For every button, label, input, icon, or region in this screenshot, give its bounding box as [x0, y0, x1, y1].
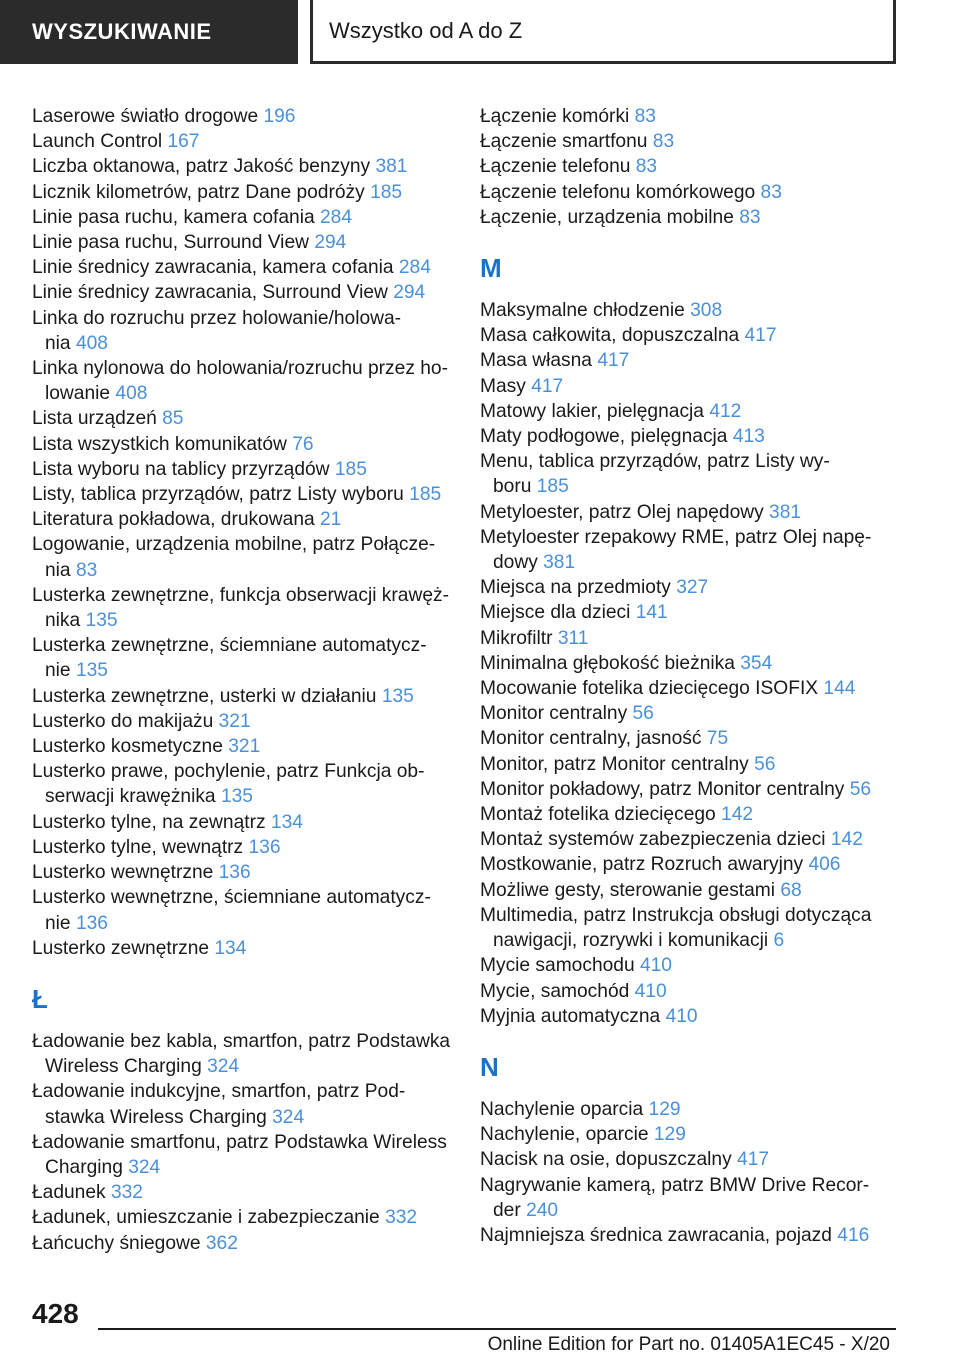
chapter-title: Wszystko od A do Z — [329, 17, 523, 43]
page-reference-link[interactable]: 141 — [635, 602, 668, 624]
entry-group-l — [32, 104, 452, 961]
index-entry — [32, 835, 452, 860]
index-entry-text: Ładowanie indukcyjne, smartfon, patrz Pod- stawka Wireless Charging — [32, 1081, 406, 1128]
index-entry — [480, 180, 890, 205]
index-entry-text: Łączenie smartfonu — [480, 131, 653, 153]
index-entry — [480, 298, 890, 323]
index-entry-text: Masa całkowita, dopuszczalna — [480, 325, 745, 347]
index-entry — [480, 701, 890, 726]
index-entry-text: Możliwe gesty, sterowanie gestami — [480, 879, 781, 901]
index-entry-text: Logowanie, urządzenia mobilne, patrz Połącze- nia — [32, 534, 436, 581]
page-reference-link[interactable]: 324 — [207, 1056, 240, 1078]
page-reference-link[interactable]: 327 — [676, 577, 709, 599]
index-entry — [480, 852, 890, 877]
index-entry-text: Monitor, patrz Monitor centralny — [480, 753, 755, 775]
index-entry — [480, 399, 890, 424]
index-entry — [32, 306, 452, 356]
letter-heading-m: M — [480, 253, 502, 284]
index-entry-text: Licznik kilometrów, patrz Dane podróży — [32, 181, 371, 203]
index-entry-text: Lusterko tylne, wewnątrz — [32, 836, 249, 858]
index-entry — [480, 424, 890, 449]
index-column-right — [480, 104, 890, 1248]
index-entry-text: Mikrofiltr — [480, 627, 558, 649]
index-entry — [480, 1147, 890, 1172]
index-entry-text: Linka do rozruchu przez holowanie/holowa- nia — [32, 307, 402, 354]
page-reference-link[interactable]: 308 — [690, 300, 723, 322]
page-reference-link[interactable]: 417 — [744, 325, 777, 347]
index-entry-text: Laserowe światło drogowe — [32, 106, 264, 127]
page-reference-link[interactable]: 136 — [75, 912, 108, 934]
index-entry — [32, 885, 452, 935]
page-reference-link[interactable]: 83 — [635, 156, 658, 178]
index-entry-text: Monitor centralny, jasność — [480, 728, 707, 750]
page-reference-link[interactable]: 144 — [823, 678, 856, 700]
index-entry — [32, 936, 452, 961]
page-reference-link[interactable]: 381 — [543, 552, 576, 574]
page-reference-link[interactable]: 83 — [75, 559, 98, 581]
index-entry-text: Nachylenie oparcia — [480, 1098, 649, 1120]
page-reference-link[interactable]: 332 — [110, 1182, 143, 1204]
index-entry — [480, 525, 890, 575]
page-reference-link[interactable]: 83 — [652, 131, 675, 153]
page-reference-link[interactable]: 284 — [319, 206, 352, 228]
index-entry-text: Nacisk na osie, dopuszczalny — [480, 1149, 738, 1171]
index-entry — [480, 323, 890, 348]
index-entry — [32, 180, 452, 205]
index-entry — [480, 348, 890, 373]
index-entry-text: Mycie, samochód — [480, 980, 635, 1002]
footer-divider — [98, 1328, 896, 1330]
page-reference-link[interactable]: 354 — [740, 652, 773, 674]
page-reference-link[interactable]: 129 — [648, 1098, 681, 1120]
index-entry — [480, 979, 890, 1004]
section-tab — [0, 0, 298, 64]
index-entry-text: Liczba oktanowa, patrz Jakość benzyny — [32, 156, 376, 178]
page-reference-link[interactable]: 83 — [634, 106, 656, 127]
page-reference-link[interactable]: 76 — [292, 433, 314, 455]
index-entry-text: Łączenie, urządzenia mobilne — [480, 206, 740, 228]
index-entry — [480, 777, 890, 802]
page-reference-link[interactable]: 294 — [314, 232, 347, 254]
index-entry-text: Lusterko wewnętrzne, ściemniane automatycz- nie — [32, 887, 431, 934]
index-entry-text: Lusterko prawe, pochylenie, patrz Funkcja ob- serwacji krawężnika — [32, 761, 425, 808]
page-reference-link[interactable]: 324 — [272, 1106, 305, 1128]
index-entry — [32, 1231, 452, 1256]
page-reference-link[interactable]: 83 — [760, 181, 782, 203]
index-entry — [480, 827, 890, 852]
page-reference-link[interactable]: 406 — [808, 854, 841, 876]
index-entry — [480, 154, 890, 179]
index-entry — [480, 676, 890, 701]
index-entry — [480, 1173, 890, 1223]
index-entry — [32, 583, 452, 633]
index-entry-text: Monitor centralny — [480, 703, 633, 725]
index-entry — [480, 205, 890, 230]
index-entry-text: Lista urządzeń — [32, 408, 163, 430]
page-reference-link[interactable]: 417 — [737, 1149, 770, 1171]
index-entry-text: Lusterko tylne, na zewnątrz — [32, 811, 271, 833]
letter-heading-n: N — [480, 1051, 499, 1082]
index-entry — [32, 457, 452, 482]
index-entry — [32, 810, 452, 835]
index-entry-text: Mocowanie fotelika dziecięcego ISOFIX — [480, 678, 824, 700]
page-reference-link[interactable]: 135 — [85, 610, 118, 632]
page-reference-link[interactable]: 135 — [220, 786, 253, 808]
index-entry-text: Lusterko wewnętrzne — [32, 862, 219, 884]
page-reference-link[interactable]: 129 — [653, 1124, 686, 1146]
index-entry — [32, 280, 452, 305]
index-entry-text: Lusterko kosmetyczne — [32, 736, 229, 758]
page-reference-link[interactable]: 196 — [263, 106, 296, 127]
entry-group-n — [480, 1097, 890, 1248]
index-entry — [32, 1029, 452, 1079]
page-reference-link[interactable]: 412 — [709, 400, 742, 422]
page-reference-link[interactable]: 136 — [218, 862, 251, 884]
page-reference-link[interactable]: 185 — [536, 476, 569, 498]
index-entry-text: Nagrywanie kamerą, patrz BMW Drive Recor- der — [480, 1174, 870, 1221]
page-reference-link[interactable]: 185 — [370, 181, 403, 203]
index-entry — [32, 1130, 452, 1180]
index-entry — [480, 575, 890, 600]
page-reference-link[interactable]: 75 — [706, 728, 729, 750]
index-entry — [32, 482, 452, 507]
index-entry — [32, 532, 452, 582]
page-reference-link[interactable]: 142 — [721, 804, 754, 826]
page-reference-link[interactable]: 83 — [739, 206, 761, 228]
index-entry-text: Łączenie telefonu komórkowego — [480, 181, 761, 203]
index-entry-text: Listy, tablica przyrządów, patrz Listy wyboru — [32, 484, 410, 506]
index-entry-text: Linie pasa ruchu, Surround View — [32, 232, 315, 254]
index-entry — [32, 709, 452, 734]
page-reference-link[interactable]: 381 — [375, 156, 408, 178]
index-entry-text: Ładunek, umieszczanie i zabezpieczanie — [32, 1207, 386, 1229]
index-entry-text: Metyloester, patrz Olej napędowy — [480, 501, 770, 523]
index-entry — [480, 104, 890, 129]
index-column-left — [32, 104, 452, 1256]
page-reference-link[interactable]: 416 — [837, 1224, 870, 1246]
entry-group-l-stroke — [32, 1029, 452, 1256]
index-entry — [32, 104, 452, 129]
page-reference-link[interactable]: 321 — [218, 710, 251, 732]
section-title: WYSZUKIWANIE — [32, 19, 212, 44]
index-entry-text: Literatura pokładowa, drukowana — [32, 509, 320, 531]
index-entry-text: Ładowanie bez kabla, smartfon, patrz Podstawka Wireless Charging — [32, 1030, 451, 1078]
page-reference-link[interactable]: 408 — [115, 383, 148, 405]
index-entry-text: Lista wyboru na tablicy przyrządów — [32, 458, 335, 480]
page-reference-link[interactable]: 240 — [526, 1199, 559, 1221]
index-entry-text: Lusterko zewnętrzne — [32, 937, 215, 959]
index-entry-text: Mostkowanie, patrz Rozruch awaryjny — [480, 854, 809, 876]
index-entry — [480, 1122, 890, 1147]
index-entry — [32, 1205, 452, 1230]
index-entry — [32, 356, 452, 406]
index-entry-text: Linie średnicy zawracania, Surround View — [32, 282, 394, 304]
index-entry-text: Maty podłogowe, pielęgnacja — [480, 426, 733, 448]
index-entry-text: Metyloester rzepakowy RME, patrz Olej napę- dowy — [480, 526, 872, 574]
index-entry — [32, 734, 452, 759]
index-entry-text: Najmniejsza średnica zawracania, pojazd — [480, 1224, 838, 1246]
page-reference-link[interactable]: 142 — [830, 829, 863, 851]
page-reference-link[interactable]: 85 — [162, 408, 184, 430]
page-reference-link[interactable]: 294 — [393, 282, 426, 304]
index-entry-text: Monitor pokładowy, patrz Monitor centralny — [480, 778, 850, 800]
index-entry — [32, 432, 452, 457]
page-reference-link[interactable]: 135 — [381, 685, 414, 707]
page-reference-link[interactable]: 410 — [665, 1005, 698, 1027]
index-entry-text: Masa własna — [480, 350, 598, 372]
index-entry-text: Ładunek — [32, 1182, 111, 1204]
index-entry-text: Mycie samochodu — [480, 955, 640, 977]
page-reference-link[interactable]: 135 — [75, 660, 108, 682]
index-entry — [480, 500, 890, 525]
index-entry — [32, 684, 452, 709]
entry-group-m — [480, 298, 890, 1029]
index-entry-text: Łączenie komórki — [480, 106, 635, 127]
edition-note: Online Edition for Part no. 01405A1EC45 - X/20 — [487, 1334, 890, 1355]
index-entry — [32, 129, 452, 154]
index-entry — [32, 255, 452, 280]
index-entry-text: Lusterka zewnętrzne, ściemniane automatycz- nie — [32, 635, 427, 682]
index-entry-text: Miejsce dla dzieci — [480, 602, 636, 624]
page-number: 428 — [32, 1298, 79, 1329]
page-reference-link[interactable]: 311 — [557, 627, 589, 649]
page-reference-link[interactable]: 56 — [849, 778, 872, 800]
index-entry — [480, 600, 890, 625]
page-reference-link[interactable]: 56 — [632, 703, 654, 725]
index-entry-text: Matowy lakier, pielęgnacja — [480, 400, 710, 422]
index-entry — [480, 903, 890, 953]
index-entry-text: Ładowanie smartfonu, patrz Podstawka Wireless Charging — [32, 1131, 447, 1178]
index-entry-text: Miejsca na przedmioty — [480, 577, 677, 599]
index-entry-text: Launch Control — [32, 131, 168, 153]
index-entry — [32, 1180, 452, 1205]
chapter-title-box — [310, 0, 896, 64]
page-reference-link[interactable]: 324 — [128, 1156, 161, 1178]
index-entry — [32, 860, 452, 885]
page-reference-link[interactable]: 410 — [639, 955, 672, 977]
page-reference-link[interactable]: 134 — [214, 937, 247, 959]
index-entry-text: Lista wszystkich komunikatów — [32, 433, 293, 455]
index-entry — [32, 230, 452, 255]
index-entry-text: Lusterka zewnętrzne, usterki w działaniu — [32, 685, 382, 707]
index-entry-text: Łączenie telefonu — [480, 156, 636, 178]
index-entry-text: Linka nylonowa do holowania/rozruchu przez ho- lowanie — [32, 358, 448, 405]
page-reference-link[interactable]: 136 — [248, 836, 281, 858]
index-entry-text: Lusterko do makijażu — [32, 710, 219, 732]
index-entry — [480, 1097, 890, 1122]
entry-group-l-stroke-cont — [480, 104, 890, 230]
index-entry-text: Łańcuchy śniegowe — [32, 1232, 206, 1254]
index-entry — [480, 651, 890, 676]
page-reference-link[interactable]: 413 — [732, 426, 765, 448]
index-entry-text: Maksymalne chłodzenie — [480, 300, 691, 322]
page-reference-link[interactable]: 381 — [769, 501, 802, 523]
page-reference-link[interactable]: 167 — [167, 131, 200, 153]
index-entry-text: Multimedia, patrz Instrukcja obsługi dotycząca nawigacji, rozrywki i komunikacji — [480, 904, 872, 952]
index-entry-text: Lusterka zewnętrzne, funkcja obserwacji krawęż- nika — [32, 584, 449, 632]
index-entry-text: Menu, tablica przyrządów, patrz Listy wy- boru — [480, 451, 830, 498]
index-entry — [480, 726, 890, 751]
index-entry — [480, 953, 890, 978]
index-entry — [32, 205, 452, 230]
page-reference-link[interactable]: 410 — [634, 980, 667, 1002]
page-reference-link[interactable]: 185 — [334, 458, 367, 480]
page-reference-link[interactable]: 332 — [385, 1207, 418, 1229]
page-reference-link[interactable]: 68 — [780, 879, 802, 901]
page-reference-link[interactable]: 362 — [205, 1232, 238, 1254]
index-entry — [32, 406, 452, 431]
index-entry — [480, 129, 890, 154]
page-reference-link[interactable]: 417 — [597, 350, 630, 372]
index-entry — [480, 1004, 890, 1029]
index-entry-text: Linie średnicy zawracania, kamera cofania — [32, 257, 399, 279]
page-reference-link[interactable]: 56 — [754, 753, 776, 775]
page-reference-link[interactable]: 6 — [773, 930, 785, 952]
letter-heading-l-stroke: Ł — [32, 983, 48, 1014]
index-entry — [480, 374, 890, 399]
page-reference-link[interactable]: 321 — [228, 736, 261, 758]
page-reference-link[interactable]: 417 — [531, 375, 564, 397]
index-entry-text: Montaż fotelika dziecięcego — [480, 804, 722, 826]
index-entry-text: Nachylenie, oparcie — [480, 1124, 654, 1146]
index-entry — [32, 759, 452, 809]
index-entry — [32, 1079, 452, 1129]
page-reference-link[interactable]: 185 — [409, 484, 442, 506]
page-reference-link[interactable]: 408 — [75, 332, 108, 354]
index-entry-text: Masy — [480, 375, 532, 397]
index-entry-text: Linie pasa ruchu, kamera cofania — [32, 206, 320, 228]
page-reference-link[interactable]: 134 — [270, 811, 303, 833]
index-entry-text: Montaż systemów zabezpieczenia dzieci — [480, 829, 831, 851]
index-entry — [32, 154, 452, 179]
index-entry-text: Minimalna głębokość bieżnika — [480, 652, 741, 674]
page-reference-link[interactable]: 284 — [398, 257, 431, 279]
page-reference-link[interactable]: 21 — [320, 509, 342, 531]
index-entry — [480, 626, 890, 651]
index-entry — [480, 752, 890, 777]
index-entry — [32, 633, 452, 683]
index-entry — [480, 802, 890, 827]
index-entry — [480, 449, 890, 499]
index-entry-text: Myjnia automatyczna — [480, 1005, 666, 1027]
index-entry — [32, 507, 452, 532]
index-entry — [480, 878, 890, 903]
index-entry — [480, 1223, 890, 1248]
